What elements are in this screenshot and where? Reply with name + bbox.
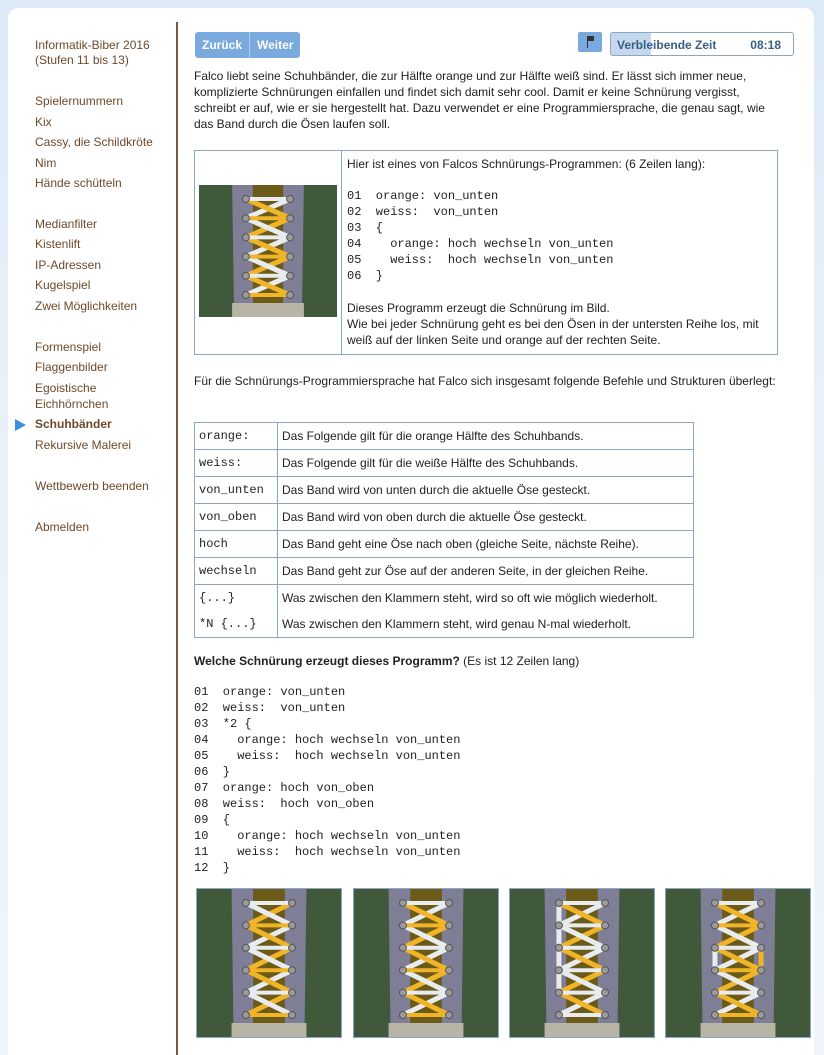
eyelet <box>758 922 765 929</box>
sidebar-item-wettbewerb-beenden[interactable]: Wettbewerb beenden <box>35 479 149 493</box>
sidebar-divider <box>176 22 178 1055</box>
intro-text: Falco liebt seine Schuhbänder, die zur Hälfte orange und zur Hälfte weiß sind. Er lässt sich immer neue, komplizierte Schnürungen einfallen und findet sich damit sehr cool. Damit er keine Schnürung vergisst, schreibt er auf, wie er sie hergestellt hat. Dazu verwendet er eine Programmiersprache, die genau sagt, wie das Band durch die Ösen laufen soll. <box>194 69 765 131</box>
sidebar-item-rekursive-malerei[interactable]: Rekursive Malerei <box>35 438 132 452</box>
command-desc: Das Folgende gilt für die orange Hälfte des Schuhbands. <box>278 423 694 450</box>
command-key: orange: <box>195 423 278 450</box>
sidebar-item-kix[interactable]: Kix <box>35 115 52 129</box>
timer <box>610 32 794 56</box>
command-desc: Was zwischen den Klammern steht, wird genau N-mal wiederholt. <box>278 611 694 638</box>
eyelet <box>242 1012 249 1019</box>
answer-option-c[interactable] <box>509 888 655 1038</box>
command-row <box>195 477 694 504</box>
lacing-option-a-image <box>197 889 341 1037</box>
eyelet <box>602 900 609 907</box>
eyelet <box>242 989 249 996</box>
sidebar-item-egoistische[interactable]: Egoistische <box>35 381 97 395</box>
eyelet <box>555 922 562 929</box>
command-key: weiss: <box>195 450 278 477</box>
eyelet <box>602 967 609 974</box>
eyelet <box>446 922 453 929</box>
eyelet <box>242 900 249 907</box>
command-desc: Das Band geht eine Öse nach oben (gleiche Seite, nächste Reihe). <box>278 531 694 558</box>
eyelet <box>758 967 765 974</box>
eyelet <box>446 944 453 951</box>
eyelet <box>602 922 609 929</box>
sidebar-item-haende[interactable]: Hände schütteln <box>35 176 122 190</box>
answer-options <box>196 888 811 1040</box>
eyelet <box>287 272 294 279</box>
eyelet <box>242 234 249 241</box>
eyelet <box>758 900 765 907</box>
timer-value: 08:18 <box>750 38 781 52</box>
eyelet <box>289 944 296 951</box>
eyelet <box>287 234 294 241</box>
sidebar-item-kistenlift[interactable]: Kistenlift <box>35 237 81 251</box>
eyelet <box>446 900 453 907</box>
command-row <box>195 558 694 585</box>
command-desc: Das Folgende gilt für die weiße Hälfte des Schuhbands. <box>278 450 694 477</box>
command-row <box>195 504 694 531</box>
eyelet <box>711 989 718 996</box>
eyelet <box>289 900 296 907</box>
lacing-option-c-image <box>510 889 654 1037</box>
question-code: 01 orange: von_unten 02 weiss: von_unten 03 *2 { 04 orange: hoch wechseln von_unten 05 weiss: hoch wechseln von_unten 06 } 07 orange: hoch von_oben 08 weiss: hoch von_oben 09 { 10 orange: hoch wechseln von_unten 11 weiss: hoch wechseln von_unten 12 } <box>194 685 461 875</box>
eyelet <box>555 967 562 974</box>
command-row <box>195 423 694 450</box>
example-text <box>347 156 775 348</box>
command-key: wechseln <box>195 558 278 585</box>
example-code: 01 orange: von_unten 02 weiss: von_unten 03 { 04 orange: hoch wechseln von_unten 05 weiss: hoch wechseln von_unten 06 } <box>347 189 614 283</box>
example-box <box>194 150 778 355</box>
commands-table <box>194 422 694 638</box>
answer-option-b[interactable] <box>353 888 499 1038</box>
shoe-sole <box>701 1023 776 1037</box>
command-desc: Das Band wird von unten durch die aktuelle Öse gesteckt. <box>278 477 694 504</box>
eyelet <box>287 215 294 222</box>
shoe-sole <box>545 1023 620 1037</box>
lacing-example-image <box>199 185 337 317</box>
eyelet <box>242 967 249 974</box>
eyelet <box>602 944 609 951</box>
eyelet <box>555 989 562 996</box>
command-desc: Das Band geht zur Öse auf der anderen Seite, in der gleichen Reihe. <box>278 558 694 585</box>
command-desc: Was zwischen den Klammern steht, wird so oft wie möglich wiederholt. <box>278 585 694 612</box>
lacing-option-d-image <box>666 889 810 1037</box>
eyelet <box>242 272 249 279</box>
eyelet <box>758 1012 765 1019</box>
answer-option-a[interactable] <box>196 888 342 1038</box>
eyelet <box>711 900 718 907</box>
eyelet <box>446 967 453 974</box>
command-desc: Das Band wird von oben durch die aktuelle Öse gesteckt. <box>278 504 694 531</box>
sidebar-item-medianfilter[interactable]: Medianfilter <box>35 217 98 231</box>
eyelet <box>242 922 249 929</box>
sidebar-item-spielernummern[interactable]: Spielernummern <box>35 94 124 108</box>
eyelet <box>289 1012 296 1019</box>
current-item-arrow-icon <box>15 419 26 431</box>
sidebar-item-schuhbaender[interactable] <box>35 417 112 432</box>
command-key: {...} <box>195 585 278 612</box>
eyelet <box>399 944 406 951</box>
eyelet <box>242 196 249 203</box>
question <box>194 654 579 668</box>
eyelet <box>555 900 562 907</box>
sidebar-item-formenspiel[interactable]: Formenspiel <box>35 340 102 354</box>
eyelet <box>242 944 249 951</box>
eyelet <box>446 989 453 996</box>
sidebar-item-abmelden[interactable]: Abmelden <box>35 520 90 534</box>
shoe-sole <box>389 1023 464 1037</box>
eyelet <box>289 989 296 996</box>
sidebar-item-zwei-moeglichkeiten[interactable]: Zwei Möglichkeiten <box>35 299 138 313</box>
eyelet <box>242 215 249 222</box>
back-button[interactable]: Zurück <box>195 32 249 58</box>
sidebar-item-schuhbaender-label: Schuhbänder <box>35 417 112 431</box>
eyelet <box>287 292 294 299</box>
example-heading: Hier ist eines von Falcos Schnürungs-Programmen: (6 Zeilen lang): <box>347 157 706 171</box>
commands-intro: Für die Schnürungs-Programmiersprache hat Falco sich insgesamt folgende Befehle und Strukturen überlegt: <box>194 374 776 388</box>
command-key: hoch <box>195 531 278 558</box>
sidebar-item-eichhoernchen[interactable]: Eichhörnchen <box>35 397 109 411</box>
eyelet <box>242 253 249 260</box>
sidebar-item-nim[interactable]: Nim <box>35 156 57 170</box>
eyelet <box>758 989 765 996</box>
eyelet <box>555 1012 562 1019</box>
eyelet <box>602 1012 609 1019</box>
answer-option-d[interactable] <box>665 888 811 1038</box>
sidebar-title[interactable]: Informatik-Biber 2016 <box>35 38 150 52</box>
command-row <box>195 450 694 477</box>
eyelet <box>289 967 296 974</box>
shoe-sole <box>232 303 304 317</box>
sidebar-item-flaggenbilder[interactable]: Flaggenbilder <box>35 360 108 374</box>
command-key: von_unten <box>195 477 278 504</box>
example-image-cell <box>195 151 342 354</box>
sidebar-item-ip-adressen[interactable]: IP-Adressen <box>35 258 102 272</box>
command-row <box>195 531 694 558</box>
example-caption: Dieses Programm erzeugt die Schnürung im Bild. Wie bei jeder Schnürung geht es bei den Ösen in der untersten Reihe los, mit weiß auf der linken Seite und orange auf der rechten Seite. <box>347 301 759 347</box>
eyelet <box>287 196 294 203</box>
timer-label: Verbleibende Zeit <box>617 38 717 52</box>
sidebar-lower <box>16 538 176 838</box>
question-rest: (Es ist 12 Zeilen lang) <box>459 654 580 668</box>
eyelet <box>446 1012 453 1019</box>
eyelet <box>711 1012 718 1019</box>
question-bold: Welche Schnürung erzeugt dieses Programm? <box>194 654 460 668</box>
sidebar-item-cassy[interactable]: Cassy, die Schildkröte <box>35 135 153 149</box>
nav-button-group <box>195 32 300 58</box>
command-row <box>195 585 694 612</box>
next-button[interactable]: Weiter <box>249 32 300 58</box>
lacing-option-b-image <box>354 889 498 1037</box>
eyelet <box>711 922 718 929</box>
eyelet <box>602 989 609 996</box>
sidebar-item-kugelspiel[interactable]: Kugelspiel <box>35 278 91 292</box>
eyelet <box>711 944 718 951</box>
command-row <box>195 611 694 638</box>
eyelet <box>555 944 562 951</box>
command-key: *N {...} <box>195 611 278 638</box>
sidebar-subtitle[interactable]: (Stufen 11 bis 13) <box>35 53 129 67</box>
eyelet <box>399 900 406 907</box>
eyelet <box>711 967 718 974</box>
eyelet <box>399 922 406 929</box>
command-key: von_oben <box>195 504 278 531</box>
flag-icon[interactable] <box>578 32 602 52</box>
eyelet <box>758 944 765 951</box>
eyelet <box>287 253 294 260</box>
eyelet <box>242 292 249 299</box>
shoe-sole <box>232 1023 307 1037</box>
eyelet <box>399 967 406 974</box>
eyelet <box>399 989 406 996</box>
eyelet <box>399 1012 406 1019</box>
eyelet <box>289 922 296 929</box>
